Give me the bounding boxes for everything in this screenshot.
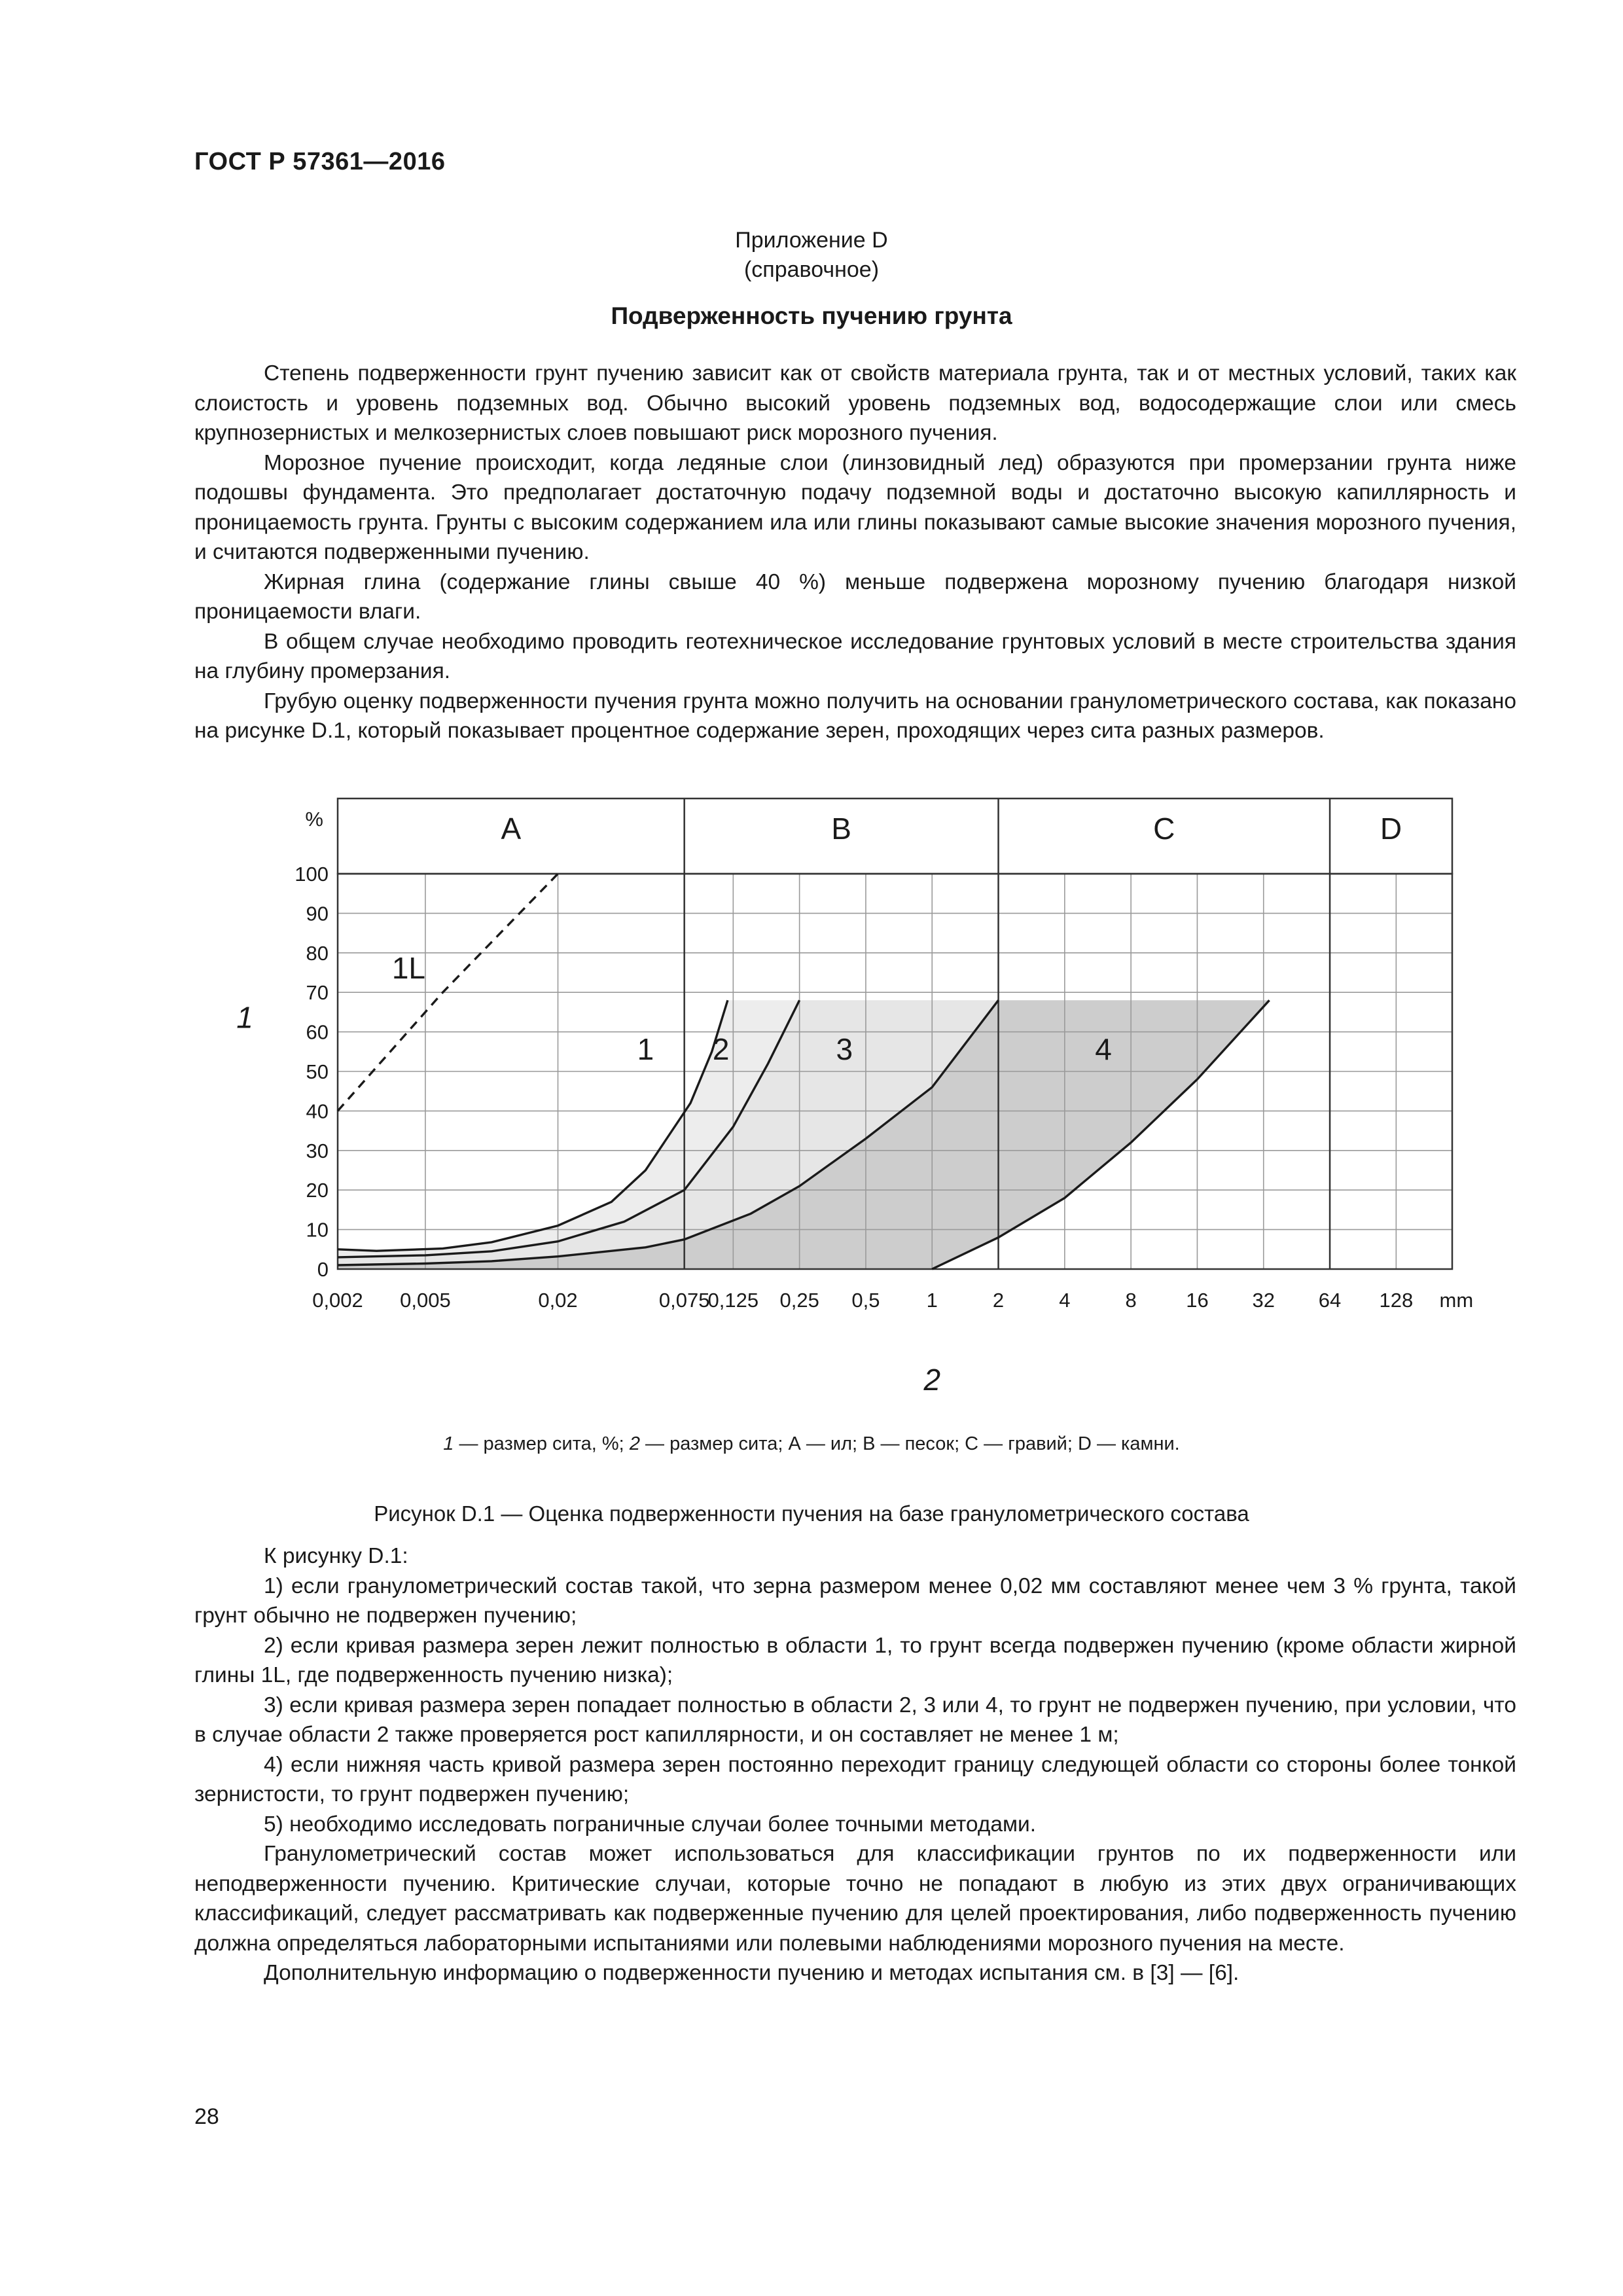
y-tick-label: 80: [306, 941, 329, 965]
notes-paragraph-5: 4) если нижняя часть кривой размера зерен постоянно переходит границу следующей области со стороны более тонкой зернистости, то грунт подвержен пучению;: [194, 1752, 1516, 1806]
intro-paragraph-4: В общем случае необходимо проводить геотехническое исследование грунтовых условий в месте строительства здания на глубину промерзания.: [194, 629, 1516, 683]
notes-paragraph-3: 2) если кривая размера зерен лежит полностью в области 1, то грунт всегда подвержен пучению (кроме области жирной глины 1L, где подверженность пучению низка);: [194, 1633, 1516, 1687]
y-tick-label: 30: [306, 1139, 329, 1162]
region-label-3: 3: [836, 1031, 853, 1066]
annex-kind: (справочное): [743, 257, 880, 282]
annex-title: Подверженность пучению грунта: [611, 302, 1012, 329]
notes-paragraph-7: Гранулометрический состав может использоваться для классификации грунтов по их подверженности или неподверженности пучению. Критические случаи, которые точно не попадают в любую из этих двух ограничивающих классификаций, следует рассматривать как подверженные пучению для целей проектирования, либо подверженность пучению должна определяться лабораторными испытаниями или полевыми наблюдениями морозного пучения на месте.: [194, 1842, 1516, 1956]
x-tick-label: 32: [1252, 1289, 1275, 1312]
x-tick-label: 16: [1186, 1289, 1209, 1312]
notes-paragraph-4: 3) если кривая размера зерен попадает полностью в области 2, 3 или 4, то грунт не подвержен пучению, при условии, что в случае области 2 также проверяется рост капиллярности, и он составляет не менее 1 м;: [194, 1693, 1516, 1747]
notes-paragraph-2: 1) если гранулометрический состав такой, что зерна размером менее 0,02 мм составляют менее чем 3 % грунта, такой грунт обычно не подвержен пучению;: [194, 1573, 1516, 1628]
y-tick-label: 40: [306, 1100, 329, 1123]
y-tick-label: 0: [317, 1258, 329, 1281]
intro-paragraph-2: Морозное пучение происходит, когда ледяные слои (линзовидный лед) образуются при промерзании грунта ниже подошвы фундамента. Это предполагает достаточную подачу подземной воды и достаточно высокую капиллярность и проницаемость грунта. Грунты с высоким содержанием ила или глины показывают самые высокие значения морозного пучения, и считаются подверженными пучению.: [194, 450, 1516, 564]
annex-label: Приложение D: [735, 228, 888, 253]
zone-label-b: B: [831, 812, 851, 846]
region-label-1: 1: [637, 1031, 654, 1066]
y-tick-label: 20: [306, 1179, 329, 1202]
intro-paragraph-1: Степень подверженности грунт пучению зависит как от свойств материала грунта, так и от местных условий, таких как слоистость и уровень подземных вод. Обычно высокий уровень подземных вод, водосодержащие слои или смесь крупнозернистых и мелкозернистых слоев повышают риск морозного пучения.: [194, 361, 1516, 445]
page-number: 28: [194, 2104, 219, 2129]
legend-text-2: — размер сита; А — ил; В — песок; С — гравий; D — камни.: [639, 1433, 1180, 1454]
figure-caption: Рисунок D.1 — Оценка подверженности пучения на базе гранулометрического состава: [374, 1501, 1249, 1526]
y-tick-label: 70: [306, 981, 329, 1005]
y-tick-label: 60: [306, 1020, 329, 1044]
legend-key-1: 1: [443, 1433, 454, 1454]
x-tick-label: 0,5: [851, 1289, 880, 1312]
y-unit-label: %: [305, 808, 323, 831]
intro-paragraph-5: Грубую оценку подверженности пучения грунта можно получить на основании гранулометрического состава, как показано на рисунке D.1, который показывает процентное содержание зерен, проходящих через сита разных размеров.: [194, 689, 1516, 743]
notes-paragraph-1: К рисунку D.1:: [264, 1544, 408, 1568]
y-tick-label: 90: [306, 902, 329, 925]
x-tick-label: 64: [1318, 1289, 1342, 1312]
document-id: ГОСТ Р 57361—2016: [194, 148, 446, 175]
intro-paragraph-3: Жирная глина (содержание глины свыше 40 %) меньше подвержена морозному пучению благодаря низкой проницаемости влаги.: [194, 569, 1516, 624]
zone-label-d: D: [1380, 812, 1402, 846]
x-tick-label: 128: [1379, 1289, 1414, 1312]
legend-text-1: — размер сита, %;: [454, 1433, 630, 1454]
x-tick-label: 2: [992, 1289, 1005, 1312]
y-tick-label: 10: [306, 1218, 329, 1242]
figure-d1: [223, 785, 1518, 1453]
y-tick-label: 100: [294, 863, 329, 886]
x-tick-label: 8: [1125, 1289, 1137, 1312]
x-tick-label: 0,125: [707, 1289, 759, 1312]
x-axis-side-label: 2: [923, 1363, 941, 1397]
x-tick-label: 0,005: [400, 1289, 451, 1312]
grain-size-chart: [223, 785, 1518, 1453]
zone-label-a: A: [501, 812, 522, 846]
notes-text: [194, 1541, 1516, 1988]
zone-label-c: C: [1153, 812, 1175, 846]
intro-text: [194, 359, 1516, 746]
x-tick-label: 0,25: [779, 1289, 819, 1312]
x-tick-label: 0,02: [538, 1289, 578, 1312]
legend-key-2: 2: [629, 1433, 640, 1454]
x-tick-label: 0,075: [658, 1289, 710, 1312]
x-unit-label: mm: [1439, 1289, 1474, 1312]
label-1l: 1L: [391, 951, 426, 986]
region-label-4: 4: [1095, 1031, 1112, 1066]
figure-legend: [0, 1433, 1623, 1455]
region-label-2: 2: [712, 1031, 730, 1066]
x-tick-label: 0,002: [312, 1289, 363, 1312]
notes-paragraph-6: 5) необходимо исследовать пограничные случаи более точными методами.: [264, 1812, 1037, 1837]
y-tick-label: 50: [306, 1060, 329, 1083]
x-tick-label: 1: [926, 1289, 938, 1312]
notes-paragraph-8: Дополнительную информацию о подверженности пучению и методах испытания см. в [3] — [6].: [264, 1961, 1240, 1985]
y-axis-side-label: 1: [236, 1000, 253, 1035]
x-tick-label: 4: [1059, 1289, 1071, 1312]
